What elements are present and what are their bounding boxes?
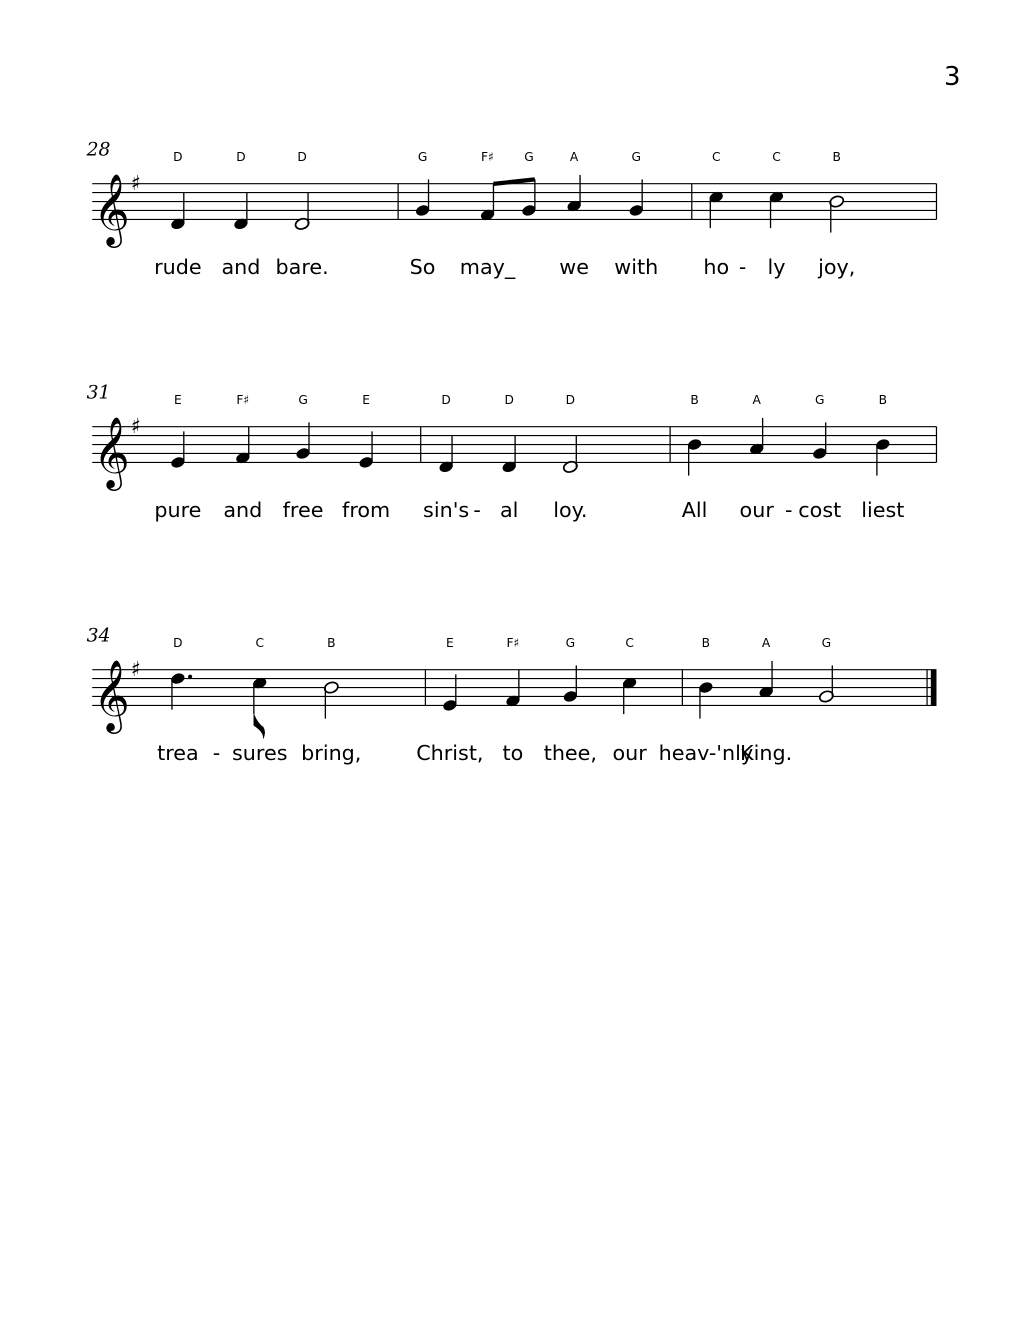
note-letter-label: G bbox=[631, 150, 641, 165]
lyric-hyphen: - bbox=[212, 741, 221, 765]
lyric-syllable: from bbox=[342, 498, 391, 522]
lyric-syllable: with bbox=[614, 255, 659, 279]
note-letter-label: D bbox=[236, 150, 246, 165]
lyric-hyphen: - bbox=[473, 498, 481, 522]
music-system-2 bbox=[0, 373, 1024, 533]
note-letter-label: C bbox=[255, 636, 265, 651]
note-letter-label: B bbox=[832, 150, 841, 165]
lyric-hyphen: - bbox=[738, 255, 747, 279]
lyric-syllable: we bbox=[559, 255, 589, 279]
note-letter-label: B bbox=[701, 636, 711, 651]
treble-clef-icon: 𝄞 bbox=[93, 414, 130, 488]
treble-clef-icon: 𝄞 bbox=[93, 657, 130, 731]
note-letter-label: G bbox=[565, 636, 576, 651]
sharp-key-signature-icon: ♯ bbox=[130, 414, 141, 439]
lyric-syllable: ho bbox=[703, 255, 730, 279]
note-letter-label: A bbox=[569, 150, 579, 165]
note-letter-label: C bbox=[772, 150, 781, 165]
lyric-syllable: King. bbox=[740, 741, 793, 765]
lyric-syllable: trea bbox=[157, 741, 199, 765]
note-letter-label: B bbox=[690, 393, 699, 408]
lyric-syllable: joy, bbox=[818, 255, 856, 279]
note-letter-label: F♯ bbox=[236, 393, 250, 408]
note-letter-label: C bbox=[625, 636, 634, 651]
lyric-syllable: liest bbox=[861, 498, 905, 522]
note-letter-label: D bbox=[173, 150, 183, 165]
lyric-syllable: our bbox=[739, 498, 774, 522]
treble-clef-icon: 𝄞 bbox=[93, 171, 130, 245]
note-letter-label: F♯ bbox=[506, 636, 520, 651]
note-letter-label: F♯ bbox=[481, 150, 495, 165]
note-letter-label: G bbox=[815, 393, 825, 408]
lyric-syllable: bring, bbox=[301, 741, 362, 765]
note-letter-label: D bbox=[441, 393, 451, 408]
note-letter-label: G bbox=[821, 636, 832, 651]
note-letter-label: D bbox=[297, 150, 307, 165]
music-system-1 bbox=[0, 130, 1024, 290]
note-letter-label: G bbox=[524, 150, 534, 165]
note-letter-label: E bbox=[446, 636, 454, 651]
music-system-3 bbox=[0, 616, 1024, 776]
lyric-syllable: our bbox=[612, 741, 647, 765]
lyric-syllable: All bbox=[681, 498, 708, 522]
lyric-syllable: sures bbox=[232, 741, 288, 765]
sharp-key-signature-icon: ♯ bbox=[130, 657, 141, 682]
measure-number: 31 bbox=[86, 382, 111, 404]
lyric-syllable: al bbox=[499, 498, 519, 522]
note-letter-label: D bbox=[565, 393, 576, 408]
lyric-syllable: thee, bbox=[543, 741, 597, 765]
measure-number: 34 bbox=[86, 625, 111, 647]
page-number: 3 bbox=[944, 62, 961, 92]
augmentation-dot bbox=[188, 675, 192, 679]
lyric-hyphen: - bbox=[784, 498, 793, 522]
lyric-syllable: cost bbox=[798, 498, 842, 522]
sharp-key-signature-icon: ♯ bbox=[130, 171, 141, 196]
note-letter-label: D bbox=[173, 636, 183, 651]
lyric-syllable: to bbox=[502, 741, 524, 765]
note-letter-label: E bbox=[174, 393, 182, 408]
lyric-syllable: heav-'nly bbox=[658, 741, 754, 765]
lyric-syllable: loy. bbox=[553, 498, 588, 522]
lyric-syllable: rude bbox=[154, 255, 202, 279]
note-letter-label: D bbox=[504, 393, 514, 408]
lyric-syllable: ly bbox=[767, 255, 786, 279]
final-thick-bar-line bbox=[931, 670, 937, 706]
flag-icon bbox=[254, 714, 265, 738]
lyric-syllable: sin's bbox=[423, 498, 470, 522]
lyric-syllable: So bbox=[409, 255, 436, 279]
lyric-syllable: and bbox=[221, 255, 261, 279]
note-letter-label: C bbox=[711, 150, 721, 165]
note-letter-label: B bbox=[327, 636, 336, 651]
note-letter-label: G bbox=[298, 393, 308, 408]
measure-number: 28 bbox=[86, 139, 111, 161]
lyric-syllable: may_ bbox=[459, 255, 516, 279]
note-letter-label: B bbox=[878, 393, 888, 408]
lyric-syllable: bare. bbox=[275, 255, 329, 279]
lyric-syllable: Christ, bbox=[416, 741, 484, 765]
note-letter-label: A bbox=[752, 393, 761, 408]
lyric-syllable: pure bbox=[154, 498, 202, 522]
note-letter-label: G bbox=[417, 150, 428, 165]
lyric-syllable: free bbox=[282, 498, 324, 522]
note-letter-label: A bbox=[761, 636, 771, 651]
lyric-syllable: and bbox=[223, 498, 263, 522]
note-letter-label: E bbox=[362, 393, 370, 408]
